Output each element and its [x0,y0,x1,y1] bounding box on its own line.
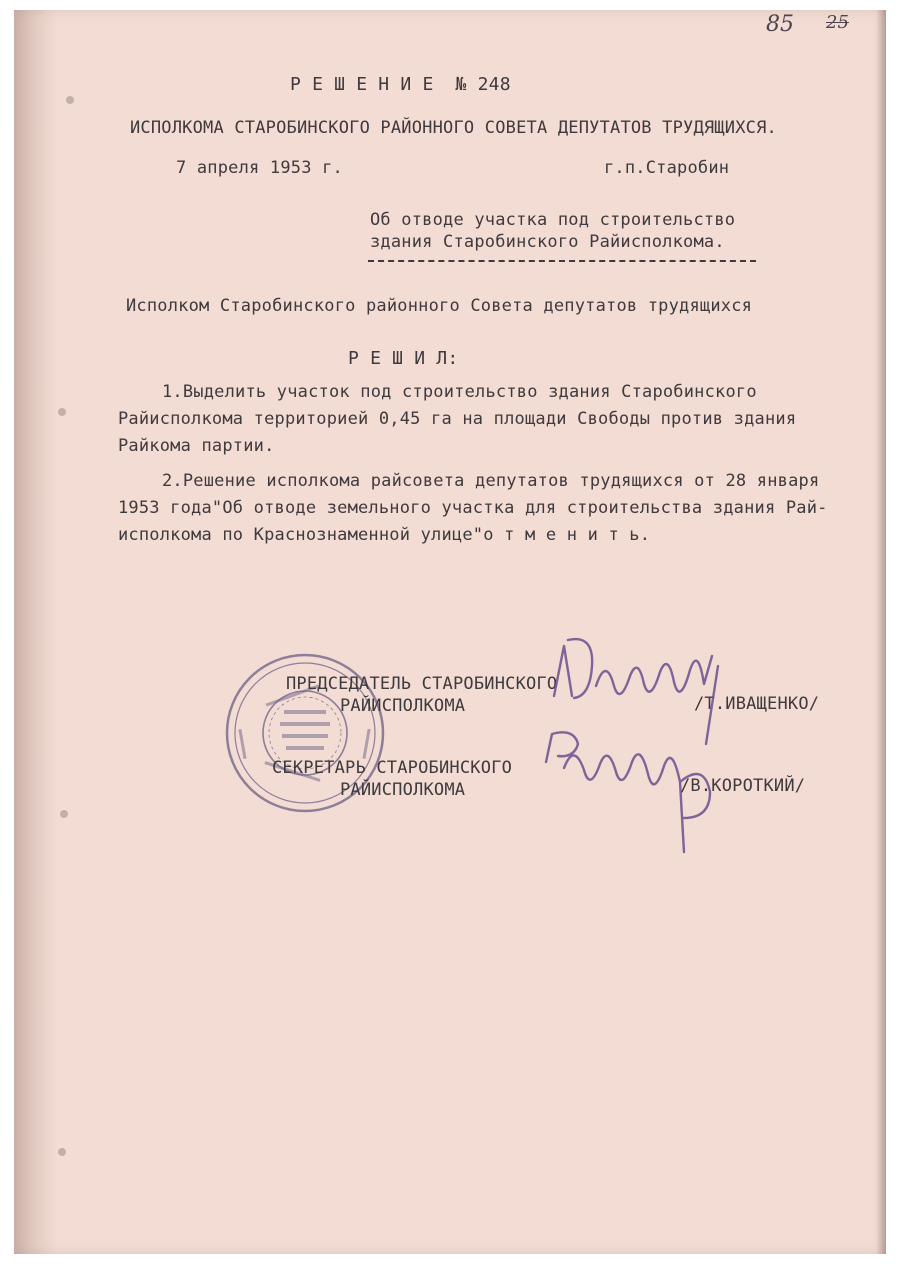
subject-line: Об отводе участка под строительство [370,210,736,230]
subject-line: здания Старобинского Райисполкома. [370,232,725,252]
archive-number: 85 [766,12,794,37]
binding-hole [58,1148,66,1156]
decision-item-1: Райисполкома территорией 0,45 га на площади Свободы против здания [118,409,797,429]
binding-hole [66,96,74,104]
document-title: Р Е Ш Е Н И Е № 248 [290,74,511,95]
binding-fold-shadow [14,10,58,1254]
secretary-title: СЕКРЕТАРЬ СТАРОБИНСКОГО [272,758,513,778]
decision-item-2: исполкома по Краснознаменной улице"о т м е н и т ь. [118,525,651,545]
subject-underline [368,260,756,262]
page-edge-shadow [876,10,886,1254]
issuer-line: ИСПОЛКОМА СТАРОБИНСКОГО РАЙОННОГО СОВЕТА ДЕПУТАТОВ ТРУДЯЩИХСЯ. [130,118,777,138]
archive-number: 25 [826,12,849,33]
secretary-name: /В.КОРОТКИЙ/ [680,776,806,796]
chairman-name: /Т.ИВАЩЕНКО/ [694,694,820,714]
decision-heading: Р Е Ш И Л: [348,348,459,369]
chairman-title: РАЙИСПОЛКОМА [340,696,466,716]
preamble: Исполком Старобинского районного Совета депутатов трудящихся [126,296,753,316]
binding-hole [60,810,68,818]
document-date: 7 апреля 1953 г. [176,158,343,178]
decision-item-2: 2.Решение исполкома райсовета депутатов трудящихся от 28 января [162,471,820,491]
decision-item-1: Райкома партии. [118,436,275,456]
decision-item-1: 1.Выделить участок под строительство здания Старобинского [162,382,757,402]
document-place: г.п.Старобин [604,158,730,178]
decision-item-2: 1953 года"Об отводе земельного участка для строительства здания Рай- [118,498,828,518]
binding-hole [58,408,66,416]
document-page [14,10,886,1254]
secretary-signature [534,722,734,862]
secretary-title: РАЙИСПОЛКОМА [340,780,466,800]
chairman-title: ПРЕДСЕДАТЕЛЬ СТАРОБИНСКОГО [286,674,558,694]
